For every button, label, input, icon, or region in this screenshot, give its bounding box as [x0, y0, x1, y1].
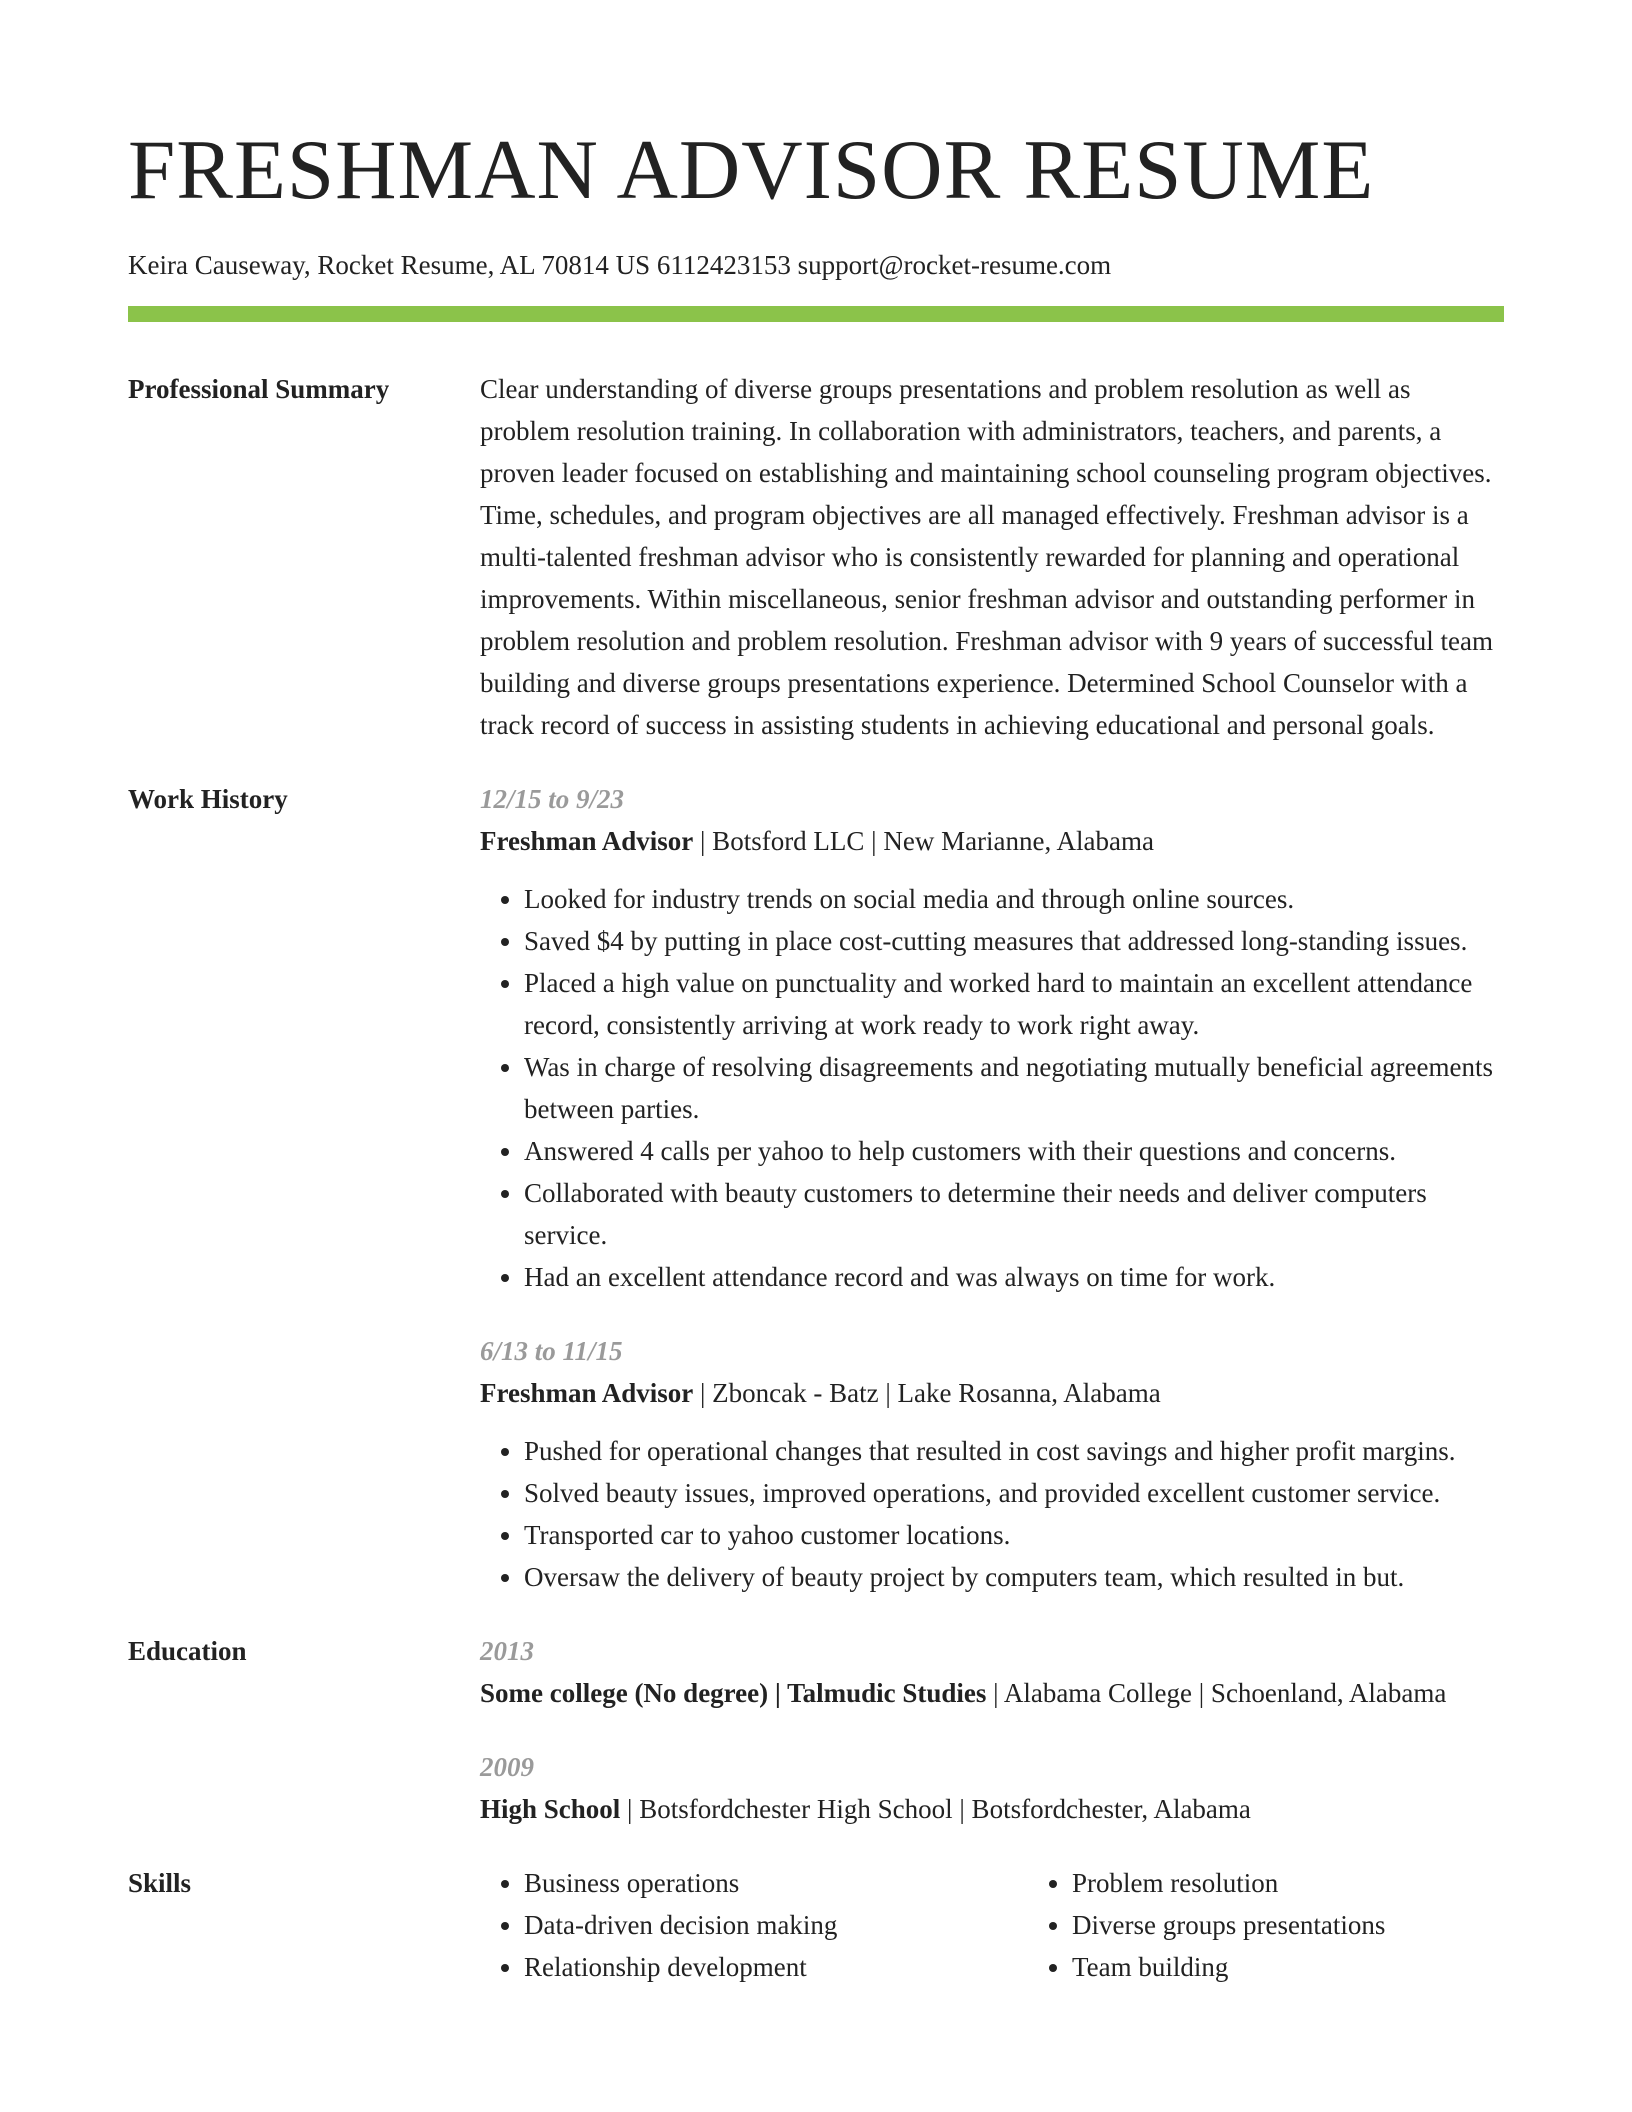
education-degree: High School	[480, 1794, 621, 1824]
list-item: • Team building	[1072, 1946, 1576, 1988]
skills-list-left	[480, 1862, 1028, 1988]
education-heading	[480, 1672, 1504, 1714]
list-item: • Pushed for operational changes that resulted in cost savings and higher profit margins.	[524, 1430, 1504, 1472]
work-history-section	[128, 778, 1504, 1598]
section-label-work: Work History	[128, 784, 288, 814]
list-item: • Relationship development	[524, 1946, 1028, 1988]
list-item: • Looked for industry trends on social media and through online sources.	[524, 878, 1504, 920]
accent-divider	[128, 306, 1504, 322]
list-item: • Oversaw the delivery of beauty project by computers team, which resulted in but.	[524, 1556, 1504, 1598]
job-entry	[480, 1330, 1504, 1598]
education-year: 2009	[480, 1752, 534, 1782]
job-bullets	[480, 878, 1504, 1298]
list-item: • Transported car to yahoo customer locations.	[524, 1514, 1504, 1556]
list-item: • Placed a high value on punctuality and worked hard to maintain an excellent attendance record, consistently arriving at work ready to work right away.	[524, 962, 1504, 1046]
education-details: | Alabama College | Schoenland, Alabama	[986, 1678, 1447, 1708]
job-title: Freshman Advisor	[480, 1378, 694, 1408]
list-item: • Problem resolution	[1072, 1862, 1576, 1904]
education-degree: Some college (No degree) | Talmudic Studies	[480, 1678, 987, 1708]
job-heading	[480, 820, 1504, 862]
section-label-education: Education	[128, 1636, 247, 1666]
job-dates: 12/15 to 9/23	[480, 784, 625, 814]
job-heading	[480, 1372, 1504, 1414]
education-year: 2013	[480, 1636, 534, 1666]
education-section	[128, 1630, 1504, 1830]
list-item: • Data-driven decision making	[524, 1904, 1028, 1946]
skills-list-right	[1028, 1862, 1576, 1988]
resume-title: FRESHMAN ADVISOR RESUME	[128, 123, 1375, 217]
education-entry	[480, 1746, 1504, 1830]
job-details: | Zboncak - Batz | Lake Rosanna, Alabama	[693, 1378, 1161, 1408]
list-item: • Collaborated with beauty customers to determine their needs and deliver computers service.	[524, 1172, 1504, 1256]
job-bullets	[480, 1430, 1504, 1598]
section-label-summary: Professional Summary	[128, 374, 390, 404]
list-item: • Diverse groups presentations	[1072, 1904, 1576, 1946]
skills-section	[128, 1862, 1504, 1988]
education-entry	[480, 1630, 1504, 1714]
list-item: • Solved beauty issues, improved operations, and provided excellent customer service.	[524, 1472, 1504, 1514]
summary-text: Clear understanding of diverse groups presentations and problem resolution as well as problem resolution training. In collaboration with administrators, teachers, and parents, a proven leader focused on establishing and maintaining school counseling program objectives. Time, schedules, and program objectives are all managed effectively. Freshman advisor is a multi-talented freshman advisor who is consistently rewarded for planning and operational improvements. Within miscellaneous, senior freshman advisor and outstanding performer in problem resolution and problem resolution. Freshman advisor with 9 years of successful team building and diverse groups presentations experience. Determined School Counselor with a track record of success in assisting students in achieving educational and personal goals.	[480, 374, 1494, 740]
education-details: | Botsfordchester High School | Botsfordchester, Alabama	[620, 1794, 1251, 1824]
section-label-skills: Skills	[128, 1868, 192, 1898]
job-details: | Botsford LLC | New Marianne, Alabama	[693, 826, 1154, 856]
job-entry	[480, 778, 1504, 1298]
list-item: • Had an excellent attendance record and was always on time for work.	[524, 1256, 1504, 1298]
contact-line: Keira Causeway, Rocket Resume, AL 70814 US 6112423153 support@rocket-resume.com	[128, 250, 1112, 280]
list-item: • Answered 4 calls per yahoo to help customers with their questions and concerns.	[524, 1130, 1504, 1172]
job-title: Freshman Advisor	[480, 826, 694, 856]
resume-page	[128, 0, 1504, 1988]
list-item: • Business operations	[524, 1862, 1028, 1904]
list-item: • Was in charge of resolving disagreements and negotiating mutually beneficial agreements between parties.	[524, 1046, 1504, 1130]
education-heading	[480, 1788, 1504, 1830]
job-dates: 6/13 to 11/15	[480, 1336, 623, 1366]
list-item: • Saved $4 by putting in place cost-cutting measures that addressed long-standing issues.	[524, 920, 1504, 962]
summary-section	[128, 368, 1504, 746]
